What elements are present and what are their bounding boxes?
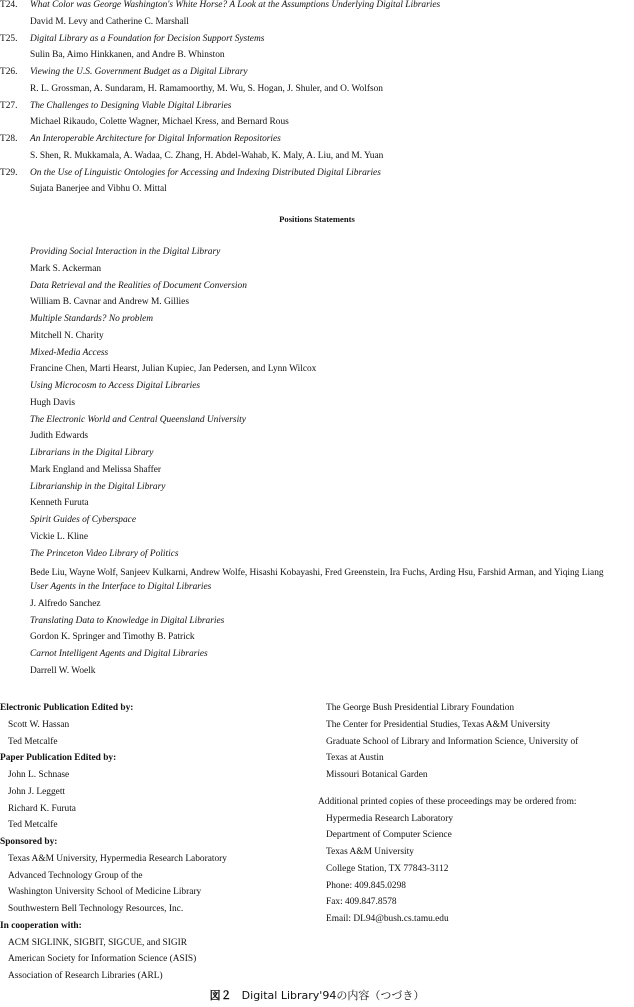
figure-number: 図２ <box>209 989 232 1002</box>
credit-item: Missouri Botanical Garden <box>326 770 428 780</box>
credit-item: Texas at Austin <box>326 753 384 764</box>
credit-spacer <box>318 787 634 797</box>
position-authors: Francine Chen, Marti Hearst, Julian Kupiec, Jan Pedersen, and Lynn Wilcox <box>30 364 317 375</box>
position-authors: Vickie L. Kline <box>30 531 89 542</box>
position-title: Carnot Intelligent Agents and Digital Libraries <box>30 649 208 659</box>
paper-title: Viewing the U.S. Government Budget as a Digital Library <box>30 67 248 77</box>
credit-item: Southwestern Bell Technology Resources, Inc. <box>8 904 184 914</box>
position-authors: Mark England and Melissa Shaffer <box>30 464 162 475</box>
credit-item: Richard K. Furuta <box>8 803 76 814</box>
paper-title-row <box>0 134 634 151</box>
position-title: Librarians in the Digital Library <box>30 448 154 458</box>
figure-caption-text: Digital Library'94の内容（つづき） <box>241 989 425 1002</box>
position-authors: Gordon K. Springer and Timothy B. Patrick <box>30 632 195 643</box>
paper-title-row <box>0 34 634 51</box>
credit-item: Ted Metcalfe <box>8 736 58 747</box>
credit-item: College Station, TX 77843-3112 <box>326 863 449 874</box>
credit-heading: In cooperation with: <box>0 920 82 931</box>
credit-item: Phone: 409.845.0298 <box>326 880 406 891</box>
paper-authors: David M. Levy and Catherine C. Marshall <box>30 16 189 27</box>
credit-item: Graduate School of Library and Information Science, University of <box>326 736 579 747</box>
position-title: The Electronic World and Central Queensland University <box>30 414 246 425</box>
credit-item: Fax: 409.847.8578 <box>326 897 397 908</box>
credit-heading: Paper Publication Edited by: <box>0 753 117 764</box>
paper-title: Digital Library as a Foundation for Decision Support Systems <box>30 33 265 44</box>
figure-caption <box>0 989 634 1003</box>
credit-item: Texas A&M University, Hypermedia Research Laboratory <box>8 853 227 864</box>
credits-right-column <box>318 703 634 931</box>
position-title: The Princeton Video Library of Politics <box>30 548 179 559</box>
credit-item: Advanced Technology Group of the <box>8 870 143 881</box>
paper-authors: Sujata Banerjee and Vibhu O. Mittal <box>30 184 167 195</box>
credit-heading: Sponsored by: <box>0 837 58 847</box>
paper-title: An Interoperable Architecture for Digital Information Repositories <box>30 134 281 144</box>
position-authors: J. Alfredo Sanchez <box>30 598 101 609</box>
positions-heading: Positions Statements <box>279 214 355 224</box>
order-note: Additional printed copies of these proceedings may be ordered from: <box>318 796 577 807</box>
credit-item: Association of Research Libraries (ARL) <box>8 971 163 981</box>
paper-number: T29. <box>0 167 18 178</box>
credits-left-column <box>0 703 310 988</box>
credit-item: Hypermedia Research Laboratory <box>326 813 454 824</box>
paper-number: T28. <box>0 134 18 144</box>
credit-item: John J. Leggett <box>8 786 66 797</box>
position-title: Data Retrieval and the Realities of Document Conversion <box>30 280 247 291</box>
paper-title-row <box>0 67 634 84</box>
paper-number: T25. <box>0 33 18 44</box>
position-title: Multiple Standards? No problem <box>30 314 153 324</box>
paper-authors: S. Shen, R. Mukkamala, A. Wadaa, C. Zhang, H. Abdel-Wahab, K. Maly, A. Liu, and M. Yuan <box>30 150 384 161</box>
paper-title: What Color was George Washington's White Horse? A Look at the Assumptions Underlying Digital Libraries <box>30 0 441 10</box>
position-authors: Mitchell N. Charity <box>30 330 104 341</box>
paper-title: On the Use of Linguistic Ontologies for Accessing and Indexing Distributed Digital Libraries <box>30 167 381 178</box>
position-authors: Bede Liu, Wayne Wolf, Sanjeev Kulkarni, Andrew Wolfe, Hisashi Kobayashi, Fred Greenstein, Ira Fuchs, Arding Hsu, Farshid Arman, and Yiqing Liang <box>30 568 604 579</box>
position-authors: Judith Edwards <box>30 431 89 442</box>
credit-item: American Society for Information Science (ASIS) <box>8 954 197 965</box>
credit-item: Email: DL94@bush.cs.tamu.edu <box>326 914 449 924</box>
position-title: Librarianship in the Digital Library <box>30 481 166 492</box>
paper-title-row <box>0 0 634 17</box>
credit-item: The Center for Presidential Studies, Texas A&M University <box>326 719 551 730</box>
paper-authors: Sulin Ba, Aimo Hinkkanen, and Andre B. Whinston <box>30 50 225 61</box>
credit-item: Department of Computer Science <box>326 830 452 841</box>
position-title: Mixed-Media Access <box>30 347 109 358</box>
credit-item: Texas A&M University <box>326 847 414 857</box>
credit-heading: Electronic Publication Edited by: <box>0 703 134 713</box>
credit-item: Scott W. Hassan <box>8 719 70 730</box>
position-title: Using Microcosm to Access Digital Libraries <box>30 381 201 391</box>
position-authors: Kenneth Furuta <box>30 498 89 509</box>
credit-item: The George Bush Presidential Library Foundation <box>326 703 515 713</box>
credit-item: John L. Schnase <box>8 770 70 780</box>
position-authors: Darrell W. Woelk <box>30 665 96 676</box>
paper-authors: R. L. Grossman, A. Sundaram, H. Ramamoorthy, M. Wu, S. Hogan, J. Shuler, and O. Wolfson <box>30 83 383 94</box>
credit-item: ACM SIGLINK, SIGBIT, SIGCUE, and SIGIR <box>8 937 187 948</box>
paper-number: T24. <box>0 0 18 10</box>
paper-title-row <box>0 101 634 118</box>
paper-title: The Challenges to Designing Viable Digital Libraries <box>30 100 232 111</box>
credit-item: Ted Metcalfe <box>8 820 58 831</box>
paper-number: T27. <box>0 100 18 111</box>
position-title: Spirit Guides of Cyberspace <box>30 515 136 525</box>
position-title: Providing Social Interaction in the Digital Library <box>30 247 221 257</box>
positions-list <box>30 247 634 683</box>
position-authors: Mark S. Ackerman <box>30 263 102 274</box>
position-title: Translating Data to Knowledge in Digital Libraries <box>30 615 225 626</box>
paper-list <box>0 0 634 201</box>
paper-number: T26. <box>0 67 18 77</box>
paper-title-row <box>0 168 634 185</box>
position-authors: William B. Cavnar and Andrew M. Gillies <box>30 297 189 308</box>
position-title: User Agents in the Interface to Digital Libraries <box>30 582 212 592</box>
position-authors: Hugh Davis <box>30 397 76 408</box>
paper-authors: Michael Rikaudo, Colette Wagner, Michael Kress, and Bernard Rous <box>30 117 289 128</box>
credit-item: Washington University School of Medicine Library <box>8 887 202 898</box>
